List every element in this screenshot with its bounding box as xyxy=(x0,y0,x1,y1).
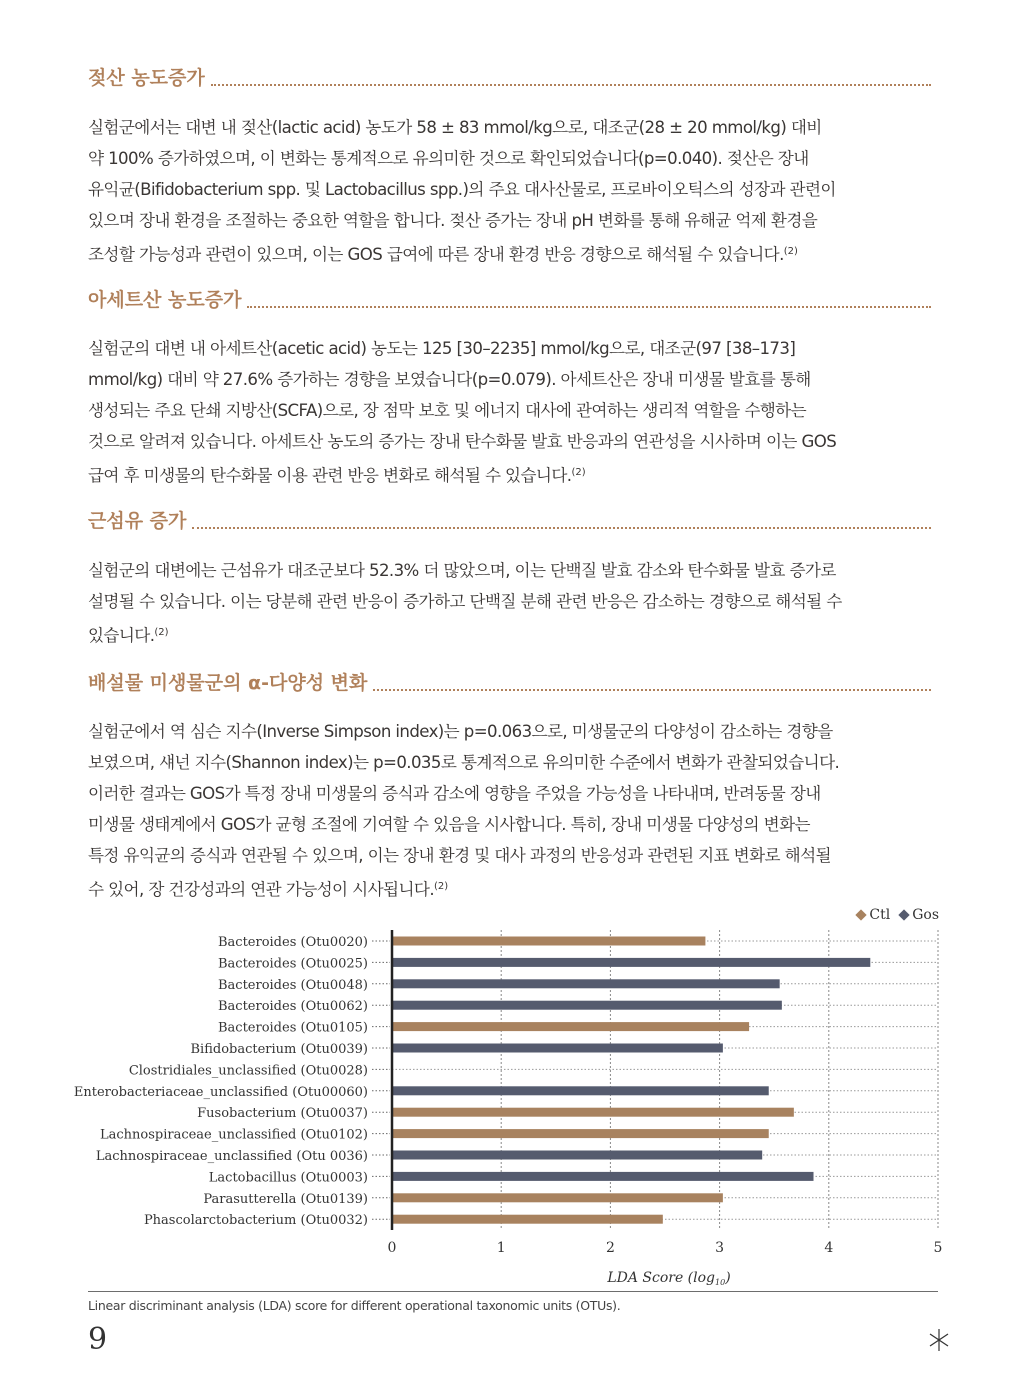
section-heading-alpha-diversity: 배설물 미생물군의 α-다양성 변화 xyxy=(88,665,931,695)
x-tick-label: 5 xyxy=(933,1240,943,1256)
asterisk-ornament-icon xyxy=(927,1328,951,1352)
bar xyxy=(392,1129,769,1138)
reference-marker: (2) xyxy=(571,467,586,478)
x-tick-label: 2 xyxy=(605,1240,615,1256)
bar xyxy=(392,979,780,988)
category-label: Bacteroides (Otu0025) xyxy=(217,956,368,972)
bar xyxy=(392,958,870,967)
category-label: Bacteroides (Otu0048) xyxy=(217,977,368,993)
section-paragraph-lactic-acid: 실험군에서는 대변 내 젖산(lactic acid) 농도가 58 ± 83 mmol/kg으로, 대조군(28 ± 20 mmol/kg) 대비 약 100% 증가하였으며, 이 변화는 통계적으로 유의미한 것으로 확인되었습니다(p=0.040). 젖산은 장내 유익균(Bifidobacterium spp. 및 Lactobacillus spp.)의 주요 대사산물로, 프로바이오틱스의 성장과 관련이 있으며 장내 환경을 조절하는 중요한 역할을 합니다. 젖산 증가는 장내 pH 변화를 통해 유해균 억제 환경을 조성할 가능성과 관련이 있으며, 이는 GOS 급여에 따른 장내 환경 반응 경향으로 해석될 수 있습니다.$^{(2)}$ xyxy=(88,118,836,264)
caption-divider xyxy=(88,1291,938,1292)
section-heading-lactic-acid: 젖산 농도증가 xyxy=(88,60,931,90)
reference-marker: (2) xyxy=(783,246,798,257)
heading-dotted-leader xyxy=(211,84,931,86)
bar xyxy=(392,937,705,946)
x-tick-label: 1 xyxy=(496,1240,506,1256)
category-label: Lactobacillus (Otu0003) xyxy=(208,1170,368,1186)
category-label: Parasutterella (Otu0139) xyxy=(203,1191,368,1207)
category-label: Lachnospiraceae_unclassified (Otu0102) xyxy=(99,1127,368,1143)
bar xyxy=(392,1001,782,1010)
bar xyxy=(392,1022,749,1031)
category-label: Bacteroides (Otu0020) xyxy=(217,935,368,950)
reference-marker: (2) xyxy=(434,881,449,892)
category-label: Bacteroides (Otu0062) xyxy=(217,999,368,1015)
legend-item-ctl: Ctl xyxy=(857,907,890,923)
figure-caption: Linear discriminant analysis (LDA) score for different operational taxonomic units (OTUs). xyxy=(88,1298,621,1313)
heading-dotted-leader xyxy=(192,527,931,529)
heading-dotted-leader xyxy=(247,306,931,308)
bar xyxy=(392,1108,794,1117)
bar xyxy=(392,1151,762,1160)
category-label: Bifidobacterium (Otu0039) xyxy=(190,1042,368,1057)
page-number: 9 xyxy=(88,1322,108,1357)
x-tick-label: 4 xyxy=(824,1240,834,1256)
legend-item-gos: Gos xyxy=(900,907,939,923)
category-label: Bacteroides (Otu0105) xyxy=(217,1020,368,1036)
category-label: Phascolarctobacterium (Otu0032) xyxy=(143,1213,368,1229)
x-axis-label: LDA Score $(\log_{10})$ xyxy=(607,1270,731,1287)
section-paragraph-acetic-acid: 실험군의 대변 내 아세트산(acetic acid) 농도는 125 [30–2235] mmol/kg으로, 대조군(97 [38–173] mmol/kg) 대비 약 27.6% 증가하는 경향을 보였습니다(p=0.079). 아세트산은 장내 미생물 발효를 통해 생성되는 주요 단쇄 지방산(SCFA)으로, 장 점막 보호 및 에너지 대사에 관여하는 생리적 역할을 수행하는 것으로 알려져 있습니다. 아세트산 농도의 증가는 장내 탄수화물 발효 반응과의 연관성을 시사하며 이는 GOS 급여 후 미생물의 탄수화물 이용 관련 반응 변화로 해석될 수 있습니다.$^{(2)}$ xyxy=(88,339,837,485)
bar xyxy=(392,1193,723,1202)
bar xyxy=(392,1215,663,1224)
x-tick-label: 3 xyxy=(715,1240,725,1256)
section-heading-muscle-fiber: 근섬유 증가 xyxy=(88,503,931,533)
bar xyxy=(392,1044,723,1053)
category-label: Clostridiales_unclassified (Otu0028) xyxy=(128,1063,368,1079)
heading-dotted-leader xyxy=(373,689,931,691)
section-heading-acetic-acid: 아세트산 농도증가 xyxy=(88,282,931,312)
reference-marker: (2) xyxy=(154,627,169,638)
category-label: Enterobacteriaceae_unclassified (Otu00060) xyxy=(73,1084,368,1100)
section-paragraph-muscle-fiber: 실험군의 대변에는 근섬유가 대조군보다 52.3% 더 많았으며, 이는 단백질 발효 감소와 탄수화물 발효 증가로 설명될 수 있습니다. 이는 당분해 관련 반응이 증가하고 단백질 분해 관련 반응은 감소하는 경향으로 해석될 수 있습니다.$^{(2)}$ xyxy=(88,561,842,645)
section-paragraph-alpha-diversity: 실험군에서 역 심슨 지수(Inverse Simpson index)는 p=0.063으로, 미생물군의 다양성이 감소하는 경향을 보였으며, 섀넌 지수(Shannon index)는 p=0.035로 통계적으로 유의미한 수준에서 변화가 관찰되었습니다. 이러한 결과는 GOS가 특정 장내 미생물의 증식과 감소에 영향을 주었을 가능성을 나타내며, 반려동물 장내 미생물 생태계에서 GOS가 균형 조절에 기여할 수 있음을 시사합니다. 특히, 장내 미생물 다양성의 변화는 특정 유익균의 증식과 연관될 수 있으며, 이는 장내 환경 및 대사 과정의 반응성과 관련된 지표 변화로 해석될 수 있어, 장 건강성과의 연관 가능성이 시사됩니다.$^{(2)}$ xyxy=(88,722,840,899)
category-label: Lachnospiraceae_unclassified (Otu 0036) xyxy=(95,1149,368,1164)
bar xyxy=(392,1172,814,1181)
x-tick-label: 0 xyxy=(387,1240,397,1256)
category-label: Fusobacterium (Otu0037) xyxy=(197,1106,368,1122)
bar xyxy=(392,1086,769,1095)
lda-score-chart xyxy=(0,900,1031,1295)
